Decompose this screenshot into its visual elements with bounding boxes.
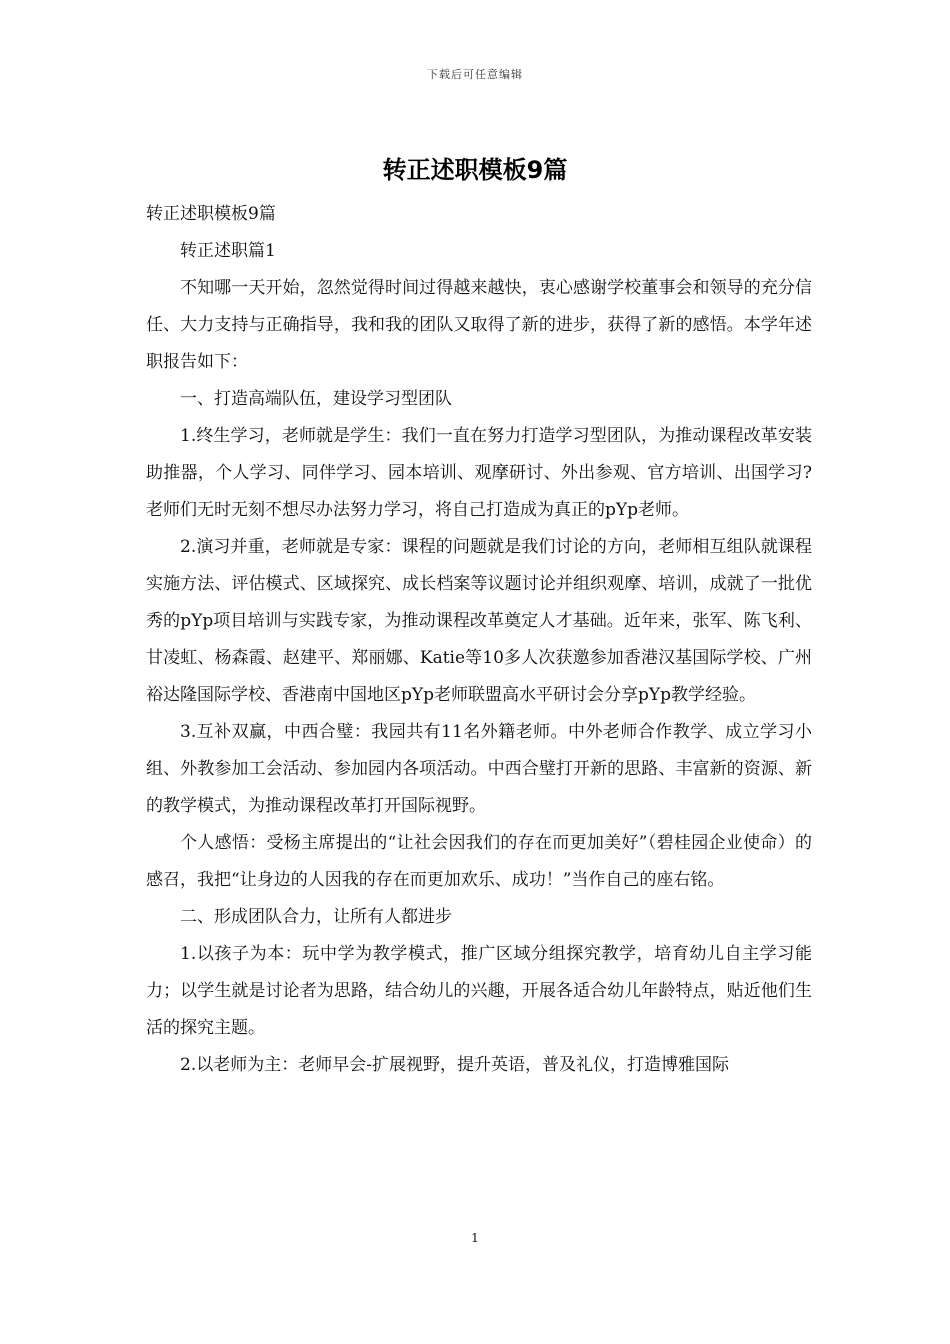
paragraph-1-1: 1.终生学习，老师就是学生：我们一直在努力打造学习型团队，为推动课程改革安装助推器，个人学习、同伴学习、园本培训、观摩研讨、外出参观、官方培训、出国学习?老师们无时无刻不想尽办法努力学习，将自己打造成为真正的pYp老师。 — [146, 426, 812, 520]
paragraph-1-3: 3.互补双赢，中西合璧：我园共有11名外籍老师。中外老师合作教学、成立学习小组、外教参加工会活动、参加园内各项活动。中西合璧打开新的思路、丰富新的资源、新的教学模式，为推动课程改革打开国际视野。 — [146, 722, 812, 816]
section-heading-1: 转正述职篇1 — [180, 241, 276, 261]
document-body — [146, 196, 812, 1084]
heading-part-two: 二、形成团队合力，让所有人都进步 — [180, 907, 452, 927]
document-subtitle: 转正述职模板9篇 — [146, 204, 276, 224]
page-number: 1 — [471, 1231, 479, 1245]
document-title: 转正述职模板9篇 — [382, 156, 568, 184]
header-note: 下载后可任意编辑 — [427, 68, 523, 81]
paragraph-personal-insight: 个人感悟：受杨主席提出的“让社会因我们的存在而更加美好”（碧桂园企业使命）的感召，我把“让身边的人因我的存在而更加欢乐、成功！”当作自己的座右铭。 — [146, 833, 812, 890]
paragraph-2-2: 2.以老师为主：老师早会-扩展视野，提升英语，普及礼仪，打造博雅国际 — [180, 1055, 729, 1075]
paragraph-1-2: 2.演习并重，老师就是专家：课程的问题就是我们讨论的方向，老师相互组队就课程实施方法、评估模式、区域探究、成长档案等议题讨论并组织观摩、培训，成就了一批优秀的pYp项目培训与实践专家，为推动课程改革奠定人才基础。近年来，张军、陈飞利、甘凌虹、杨森霞、赵建平、郑丽娜、Katie等10多人次获邀参加香港汉基国际学校、广州裕达隆国际学校、香港南中国地区pYp老师联盟高水平研讨会分享pYp教学经验。 — [146, 537, 812, 705]
heading-part-one: 一、打造高端队伍，建设学习型团队 — [180, 389, 452, 409]
paragraph-intro: 不知哪一天开始，忽然觉得时间过得越来越快，衷心感谢学校董事会和领导的充分信任、大力支持与正确指导，我和我的团队又取得了新的进步，获得了新的感悟。本学年述职报告如下： — [146, 278, 812, 372]
paragraph-2-1: 1.以孩子为本：玩中学为教学模式，推广区域分组探究教学，培育幼儿自主学习能力；以学生就是讨论者为思路，结合幼儿的兴趣，开展各适合幼儿年龄特点，贴近他们生活的探究主题。 — [146, 944, 812, 1038]
